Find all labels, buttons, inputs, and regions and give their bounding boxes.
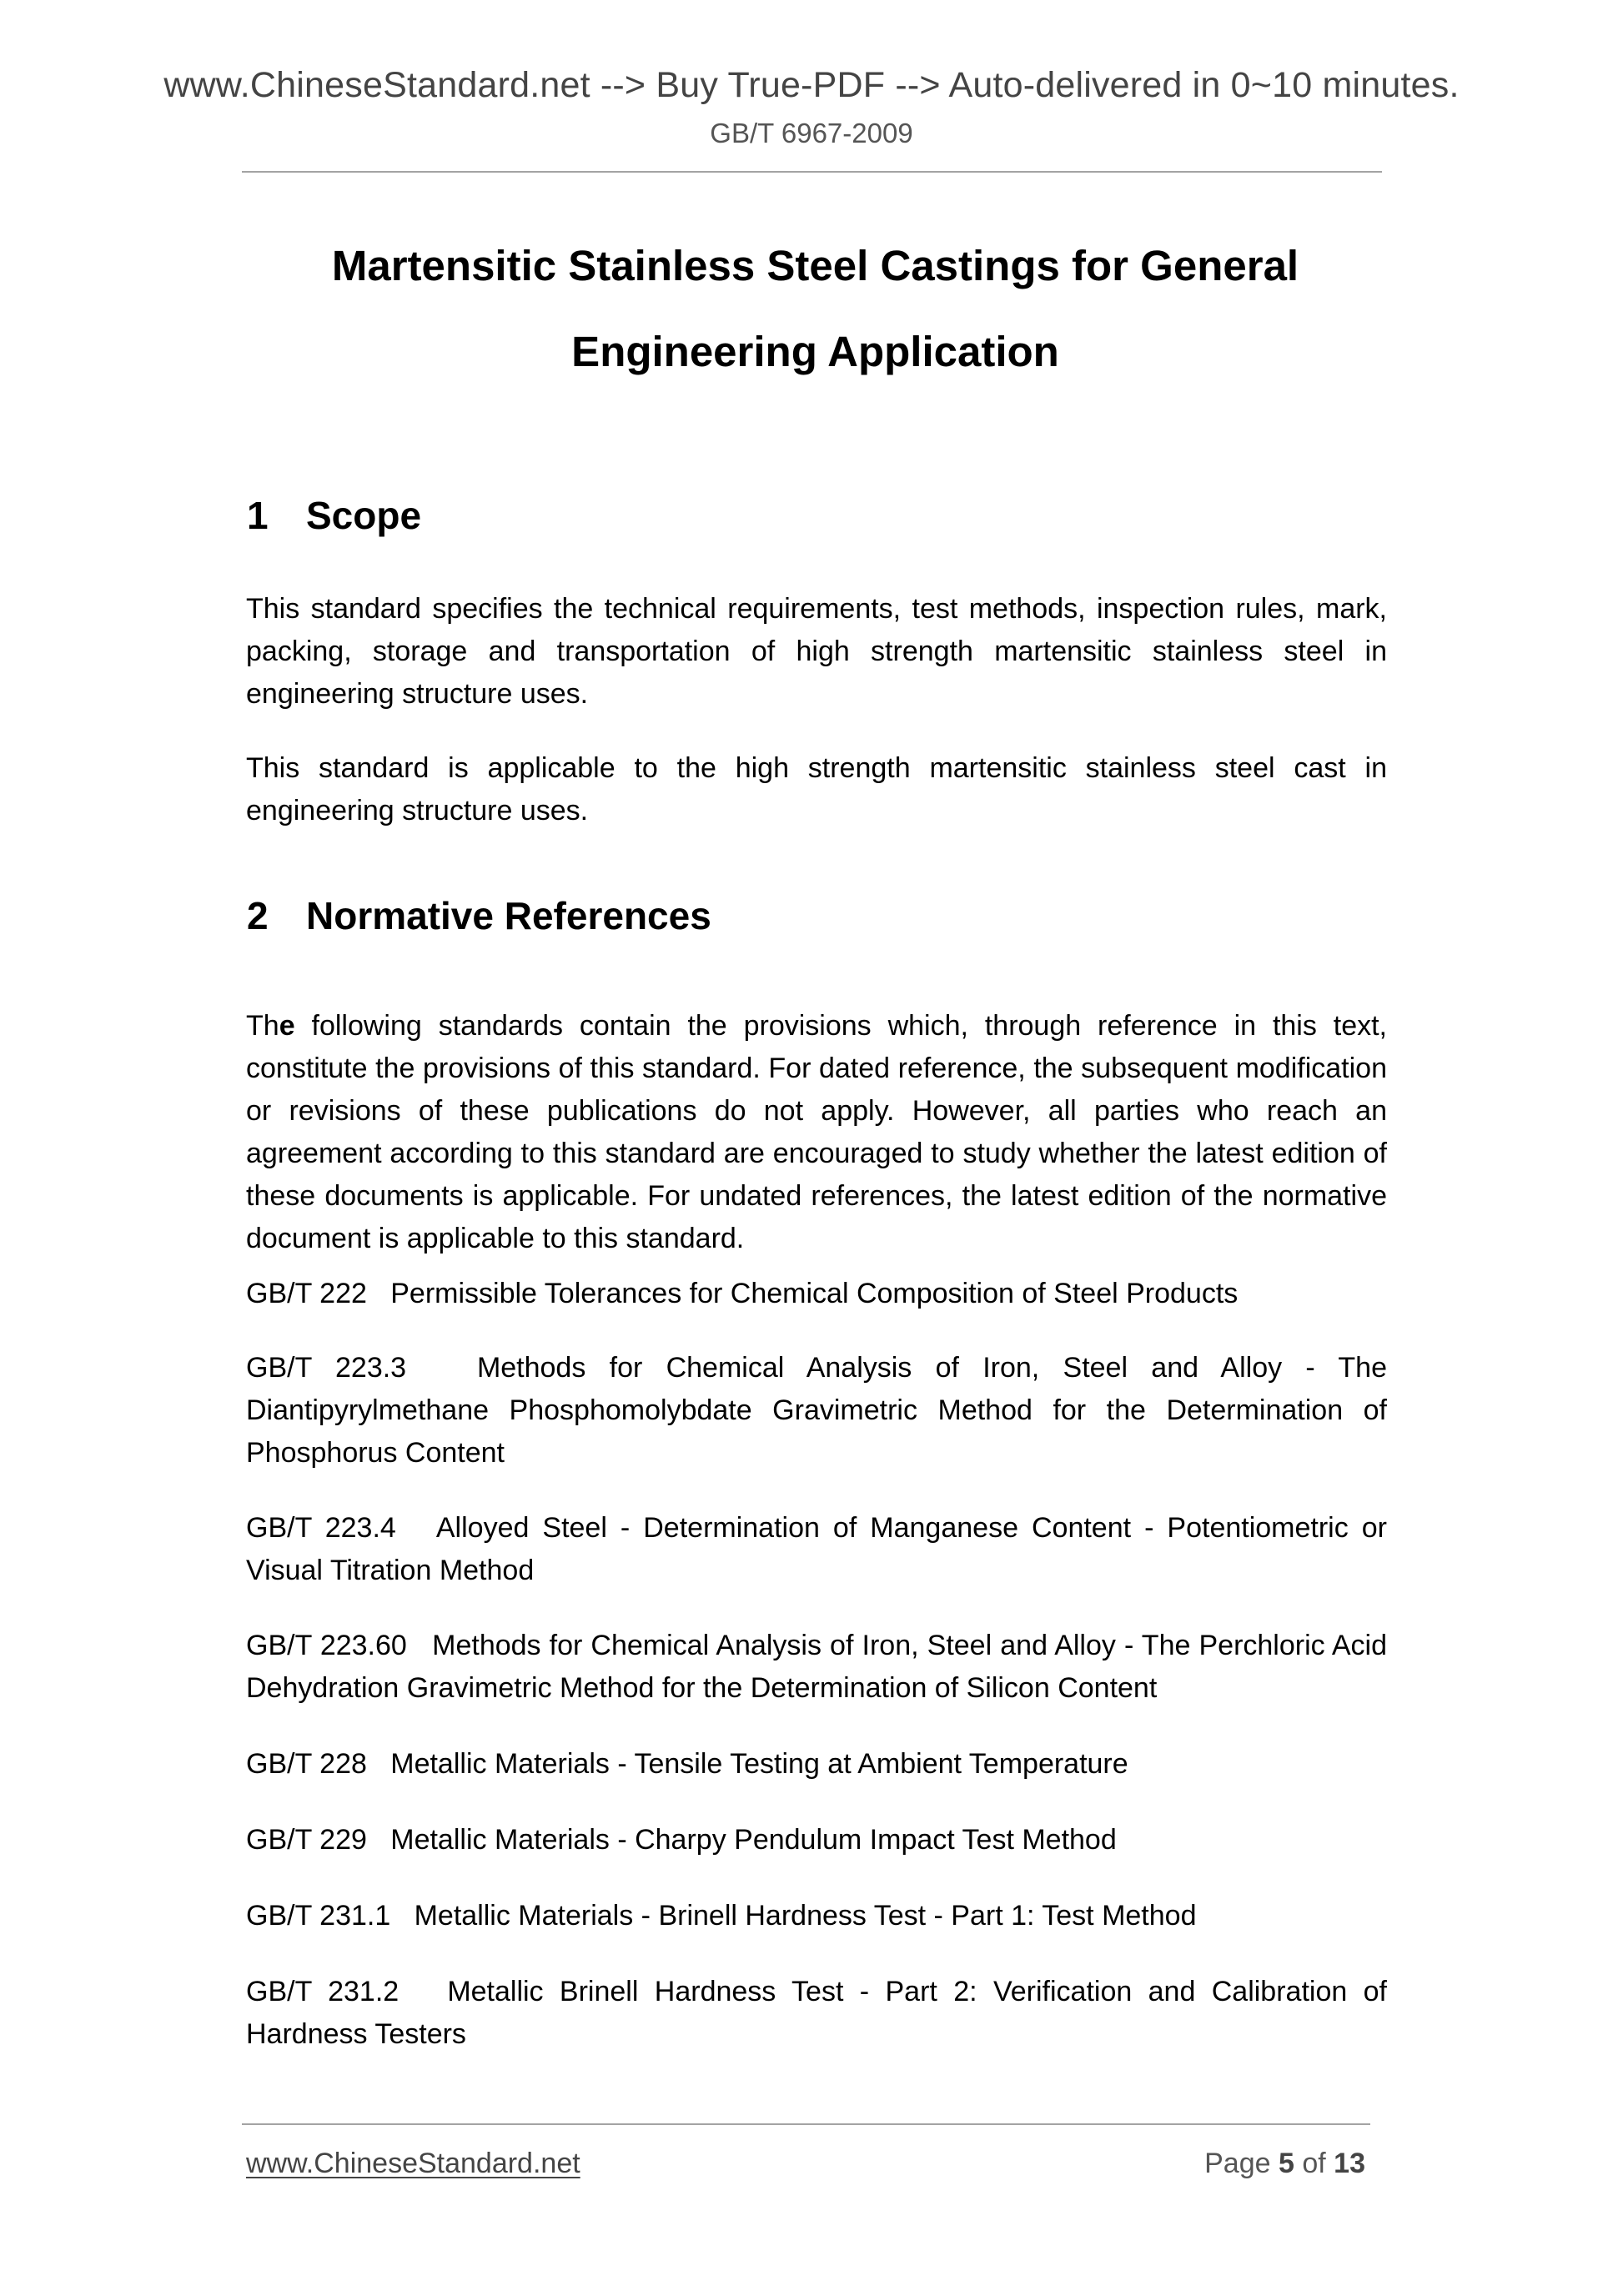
normative-intro-paragraph — [246, 1005, 1387, 1260]
page-of: of — [1302, 2148, 1326, 2179]
page-total: 13 — [1334, 2148, 1365, 2179]
footer-site-link[interactable]: www.ChineseStandard.net — [246, 2148, 580, 2179]
reference-code: GB/T 223.4 — [246, 1512, 396, 1544]
reference-code: GB/T 229 — [246, 1824, 367, 1856]
intro-prefix: Th — [246, 1010, 279, 1042]
reference-title: Metallic Brinell Hardness Test - Part 2: Verification and Calibration of Hardness Testers — [246, 1976, 1387, 2050]
intro-bold-letter: e — [279, 1010, 295, 1042]
section-heading-normative-references — [247, 891, 711, 941]
reference-item — [246, 1971, 1387, 2056]
section-heading-scope — [247, 490, 421, 540]
reference-code: GB/T 222 — [246, 1278, 367, 1309]
section-number: 2 — [247, 894, 269, 937]
header-banner: www.ChineseStandard.net --> Buy True-PDF --> Auto-delivered in 0~10 minutes. — [163, 65, 1460, 105]
reference-item — [246, 1895, 1387, 1937]
section-title: Scope — [306, 494, 422, 537]
reference-code: GB/T 231.2 — [246, 1976, 399, 2007]
reference-title: Metallic Materials - Brinell Hardness Test - Part 1: Test Method — [414, 1900, 1197, 1932]
reference-title: Methods for Chemical Analysis of Iron, Steel and Alloy - The Diantipyrylmethane Phosphomolybdate Gravimetric Method for the Determination of Phosphorus Content — [246, 1352, 1387, 1469]
reference-code: GB/T 228 — [246, 1748, 367, 1780]
document-title — [242, 223, 1389, 394]
reference-title: Metallic Materials - Charpy Pendulum Impact Test Method — [390, 1824, 1117, 1856]
reference-title: Methods for Chemical Analysis of Iron, Steel and Alloy - The Perchloric Acid Dehydration Gravimetric Method for the Determination of Silicon Content — [246, 1630, 1388, 1704]
footer-divider — [242, 2123, 1370, 2125]
page-current: 5 — [1278, 2148, 1294, 2179]
document-title-line-1: Martensitic Stainless Steel Castings for General — [331, 242, 1299, 289]
reference-title: Alloyed Steel - Determination of Manganese Content - Potentiometric or Visual Titration Method — [246, 1512, 1387, 1586]
page-label: Page — [1204, 2148, 1271, 2179]
reference-title: Permissible Tolerances for Chemical Composition of Steel Products — [390, 1278, 1239, 1309]
page-indicator — [1204, 2145, 1365, 2182]
reference-item — [246, 1347, 1387, 1475]
reference-item — [246, 1273, 1387, 1315]
section-number: 1 — [247, 494, 269, 537]
reference-title: Metallic Materials - Tensile Testing at Ambient Temperature — [390, 1748, 1128, 1780]
intro-text: following standards contain the provisions which, through reference in this text, constitute the provisions of this standard. For dated reference, the subsequent modification or revisions of these publications do not apply. However, all parties who reach an agreement according to this standard are encouraged to study whether the latest edition of these documents is applicable. For undated references, the latest edition of the normative document is applicable to this standard. — [246, 1010, 1387, 1254]
reference-code: GB/T 231.1 — [246, 1900, 391, 1932]
reference-code: GB/T 223.3 — [246, 1352, 407, 1384]
reference-item — [246, 1507, 1387, 1592]
standard-code: GB/T 6967-2009 — [710, 118, 913, 148]
reference-item — [246, 1819, 1387, 1861]
document-title-line-2: Engineering Application — [571, 328, 1059, 375]
header-divider — [242, 171, 1382, 173]
reference-code: GB/T 223.60 — [246, 1630, 407, 1661]
scope-paragraph-2: This standard is applicable to the high strength martensitic stainless steel cast in engineering structure uses. — [246, 752, 1387, 826]
reference-item — [246, 1625, 1387, 1710]
reference-item — [246, 1743, 1387, 1786]
section-title: Normative References — [306, 894, 711, 937]
scope-paragraph-1: This standard specifies the technical requirements, test methods, inspection rules, mark, packing, storage and transportation of high strength martensitic stainless steel in engineering structure uses. — [246, 593, 1387, 710]
